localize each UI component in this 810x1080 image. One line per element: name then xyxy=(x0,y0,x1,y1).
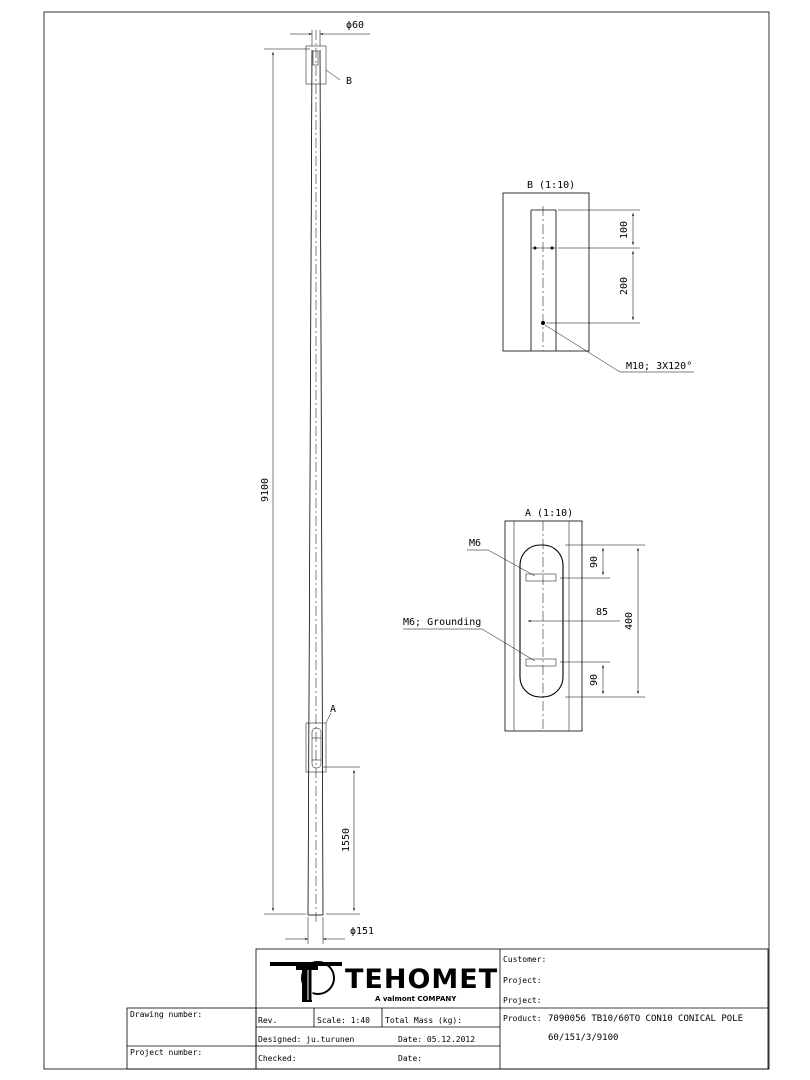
callout-b: B xyxy=(346,76,353,87)
door-opening xyxy=(312,728,321,768)
pole-main-view xyxy=(260,20,374,944)
detail-b-view xyxy=(503,180,694,372)
m10-hole xyxy=(541,321,545,325)
grounding-lug xyxy=(526,659,556,666)
detail-a-title: A (1:10) xyxy=(525,508,574,519)
designed-label: Designed: ju.turunen xyxy=(258,1035,355,1044)
bottom-diameter-label: ϕ151 xyxy=(350,926,375,937)
project-label-1: Project: xyxy=(503,976,542,985)
total-mass-label: Total Mass (kg): xyxy=(385,1016,463,1025)
callout-a: A xyxy=(330,704,337,715)
detail-b-dim-upper: 100 xyxy=(619,220,630,240)
detail-a-dim-total: 400 xyxy=(624,611,635,631)
product-label: Product: xyxy=(503,1014,542,1023)
customer-label: Customer: xyxy=(503,955,547,964)
project-number-label: Project number: xyxy=(130,1048,203,1057)
checked-label: Checked: xyxy=(258,1054,297,1063)
detail-b-frame xyxy=(503,193,589,351)
title-block xyxy=(127,949,768,1069)
designed-date: Date: 05.12.2012 xyxy=(398,1035,476,1044)
checked-date: Date: xyxy=(398,1054,423,1063)
project-label-2: Project: xyxy=(503,996,542,1005)
detail-a-view xyxy=(403,508,645,731)
top-diameter-label: ϕ60 xyxy=(346,20,365,31)
drawing-number-label: Drawing number: xyxy=(130,1010,203,1019)
logo-subtext: A valmont COMPANY xyxy=(375,995,457,1003)
detail-a-label-grounding: M6; Grounding xyxy=(403,617,482,628)
detail-a-height-label: 1550 xyxy=(341,827,352,853)
detail-a-frame xyxy=(505,521,582,731)
detail-a-dim-bottom: 90 xyxy=(589,673,600,687)
pole-right-edge xyxy=(320,50,323,915)
logo-text: TEHOMET xyxy=(345,964,499,995)
product-line-2: 60/151/3/9100 xyxy=(548,1033,619,1043)
pole-left-edge xyxy=(308,50,312,915)
detail-b-dim-lower: 200 xyxy=(619,276,630,296)
scale-label: Scale: 1:40 xyxy=(317,1016,370,1025)
sheet-border xyxy=(44,12,769,1069)
detail-b-title: B (1:10) xyxy=(527,180,576,191)
tehomet-logo xyxy=(270,962,498,1003)
product-line-1: 7090056 TB10/60TO CON10 CONICAL POLE xyxy=(548,1014,744,1024)
m6-lug xyxy=(526,574,556,581)
top-slot xyxy=(313,51,318,65)
rev-label: Rev. xyxy=(258,1016,278,1025)
overall-height-label: 9100 xyxy=(260,477,271,503)
detail-a-dim-width: 85 xyxy=(596,607,609,618)
detail-a-dim-top: 90 xyxy=(589,555,600,569)
detail-a-label-m6: M6 xyxy=(469,538,482,549)
detail-b-note: M10; 3X120° xyxy=(626,361,693,372)
